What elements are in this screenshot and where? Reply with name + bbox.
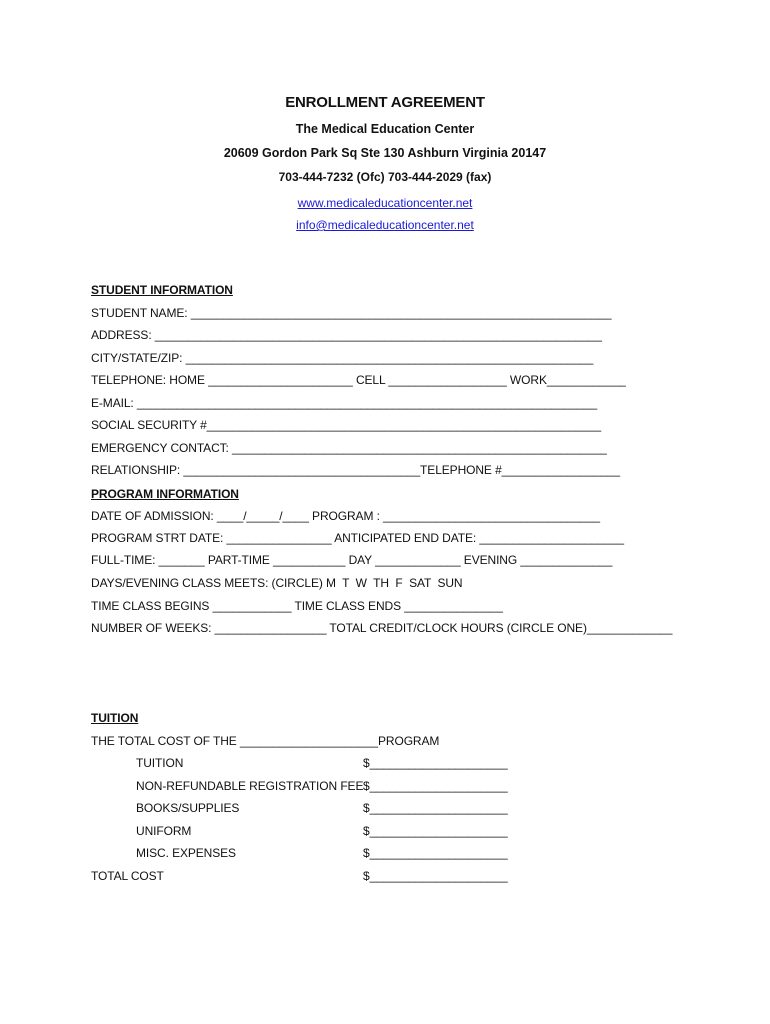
program-info-heading: PROGRAM INFORMATION <box>91 487 239 501</box>
total-cost-amount-field[interactable]: $_____________________ <box>363 869 508 883</box>
org-phone: 703-444-7232 (Ofc) 703-444-2029 (fax) <box>278 170 492 184</box>
class-days-field[interactable]: DAYS/EVENING CLASS MEETS: (CIRCLE) M T W TH F SAT SUN <box>91 576 463 590</box>
ssn-field[interactable]: SOCIAL SECURITY #____________________________________________________________ <box>91 418 602 432</box>
registration-fee-amount-field[interactable]: $_____________________ <box>363 779 508 793</box>
class-times-field[interactable]: TIME CLASS BEGINS ____________ TIME CLASS ENDS _______________ <box>91 599 503 613</box>
misc-expenses-amount-field[interactable]: $_____________________ <box>363 846 508 860</box>
total-cost-label: TOTAL COST <box>91 869 164 883</box>
admission-program-field[interactable]: DATE OF ADMISSION: ____/_____/____ PROGRAM : _________________________________ <box>91 509 600 523</box>
weeks-hours-field[interactable]: NUMBER OF WEEKS: _________________ TOTAL CREDIT/CLOCK HOURS (CIRCLE ONE)_____________ <box>91 621 673 635</box>
telephone-fields[interactable]: TELEPHONE: HOME ______________________ CELL __________________ WORK____________ <box>91 373 626 387</box>
student-info-heading: STUDENT INFORMATION <box>91 283 233 297</box>
misc-expenses-label: MISC. EXPENSES <box>136 846 236 860</box>
tuition-amount-field[interactable]: $_____________________ <box>363 756 508 770</box>
program-cost-field[interactable]: THE TOTAL COST OF THE _____________________PROGRAM <box>91 734 440 748</box>
student-name-field[interactable]: STUDENT NAME: ________________________________________________________________ <box>91 306 612 320</box>
schedule-type-field[interactable]: FULL-TIME: _______ PART-TIME ___________ DAY _____________ EVENING ______________ <box>91 553 613 567</box>
uniform-label: UNIFORM <box>136 824 192 838</box>
city-state-zip-field[interactable]: CITY/STATE/ZIP: ______________________________________________________________ <box>91 351 594 365</box>
org-name: The Medical Education Center <box>295 122 475 136</box>
emergency-contact-field[interactable]: EMERGENCY CONTACT: _________________________________________________________ <box>91 441 607 455</box>
registration-fee-label: NON-REFUNDABLE REGISTRATION FEE <box>136 779 364 793</box>
address-field[interactable]: ADDRESS: ____________________________________________________________________ <box>91 328 602 342</box>
program-dates-field[interactable]: PROGRAM STRT DATE: ________________ ANTICIPATED END DATE: ______________________ <box>91 531 624 545</box>
website-row <box>0 194 770 212</box>
uniform-amount-field[interactable]: $_____________________ <box>363 824 508 838</box>
document-title: ENROLLMENT AGREEMENT <box>285 94 485 111</box>
tuition-heading: TUITION <box>91 711 139 725</box>
email-link[interactable]: info@medicaleducationcenter.net <box>296 218 474 232</box>
email-field[interactable]: E-MAIL: ______________________________________________________________________ <box>91 396 598 410</box>
tuition-label: TUITION <box>136 756 184 770</box>
relationship-field[interactable]: RELATIONSHIP: ____________________________________TELEPHONE #__________________ <box>91 463 620 477</box>
org-address: 20609 Gordon Park Sq Ste 130 Ashburn Virginia 20147 <box>223 146 547 160</box>
website-link[interactable]: www.medicaleducationcenter.net <box>297 196 473 210</box>
email-row <box>0 216 770 234</box>
books-supplies-amount-field[interactable]: $_____________________ <box>363 801 508 815</box>
books-supplies-label: BOOKS/SUPPLIES <box>136 801 240 815</box>
